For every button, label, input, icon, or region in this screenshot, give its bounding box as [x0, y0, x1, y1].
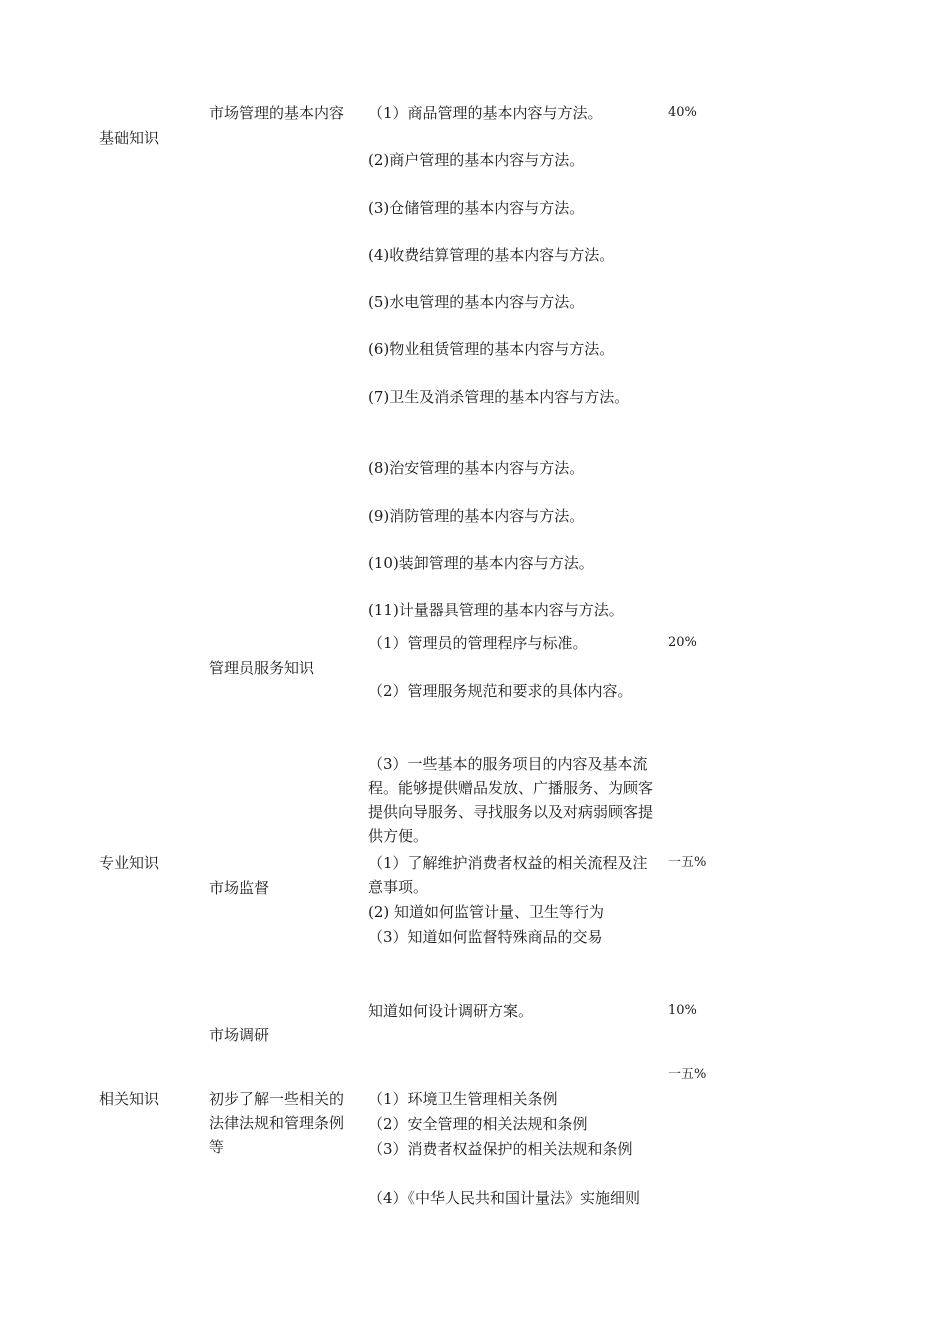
- list-item: （3）知道如何监督特殊商品的交易: [368, 928, 603, 946]
- list-item: (7)卫生及消杀管理的基本内容与方法。: [368, 388, 630, 406]
- topic-laws-regulations: 初步了解一些相关的法律法规和管理条例等: [209, 1090, 345, 1156]
- list-item: (10)装卸管理的基本内容与方法。: [368, 554, 594, 572]
- weight-value: 10%: [668, 1003, 697, 1018]
- list-item: （2）管理服务规范和要求的具体内容。: [368, 682, 633, 700]
- topic-market-supervision: 市场监督: [209, 879, 270, 897]
- list-item: (9)消防管理的基本内容与方法。: [368, 507, 585, 525]
- category-basic: 基础知识: [99, 129, 160, 147]
- list-item: （2）安全管理的相关法规和条例: [368, 1115, 588, 1133]
- category-related: 相关知识: [99, 1090, 160, 1108]
- list-item: 知道如何设计调研方案。: [368, 1002, 534, 1020]
- list-item: (4)收费结算管理的基本内容与方法。: [368, 246, 615, 264]
- list-item: （1）环境卫生管理相关条例: [368, 1090, 558, 1108]
- list-item: (3)仓储管理的基本内容与方法。: [368, 199, 585, 217]
- list-item: （1）商品管理的基本内容与方法。: [368, 104, 603, 122]
- weight-value: 一五%: [668, 855, 707, 870]
- weight-value: 20%: [668, 635, 697, 650]
- list-item: （4）《中华人民共和国计量法》实施细则: [368, 1189, 641, 1207]
- weight-value: 一五%: [668, 1067, 707, 1082]
- category-professional: 专业知识: [99, 854, 160, 872]
- weight-value: 40%: [668, 105, 697, 120]
- topic-service-knowledge: 管理员服务知识: [209, 659, 315, 677]
- list-item: (5)水电管理的基本内容与方法。: [368, 293, 585, 311]
- list-item: (6)物业租赁管理的基本内容与方法。: [368, 340, 615, 358]
- list-item: (2) 知道如何监管计量、卫生等行为: [368, 903, 605, 921]
- list-item: (8)治安管理的基本内容与方法。: [368, 459, 585, 477]
- list-item: （1）管理员的管理程序与标准。: [368, 634, 588, 652]
- topic-market-research: 市场调研: [209, 1026, 270, 1044]
- list-item: (2)商户管理的基本内容与方法。: [368, 151, 585, 169]
- list-item: （3）消费者权益保护的相关法规和条例: [368, 1140, 633, 1158]
- list-item: （3）一些基本的服务项目的内容及基本流程。能够提供赠品发放、广播服务、为顾客提供向导服务、寻找服务以及对病弱顾客提供方便。: [368, 755, 654, 845]
- topic-market-management: 市场管理的基本内容: [209, 104, 345, 122]
- list-item: （1）了解维护消费者权益的相关流程及注意事项。: [368, 854, 648, 896]
- list-item: (11)计量器具管理的基本内容与方法。: [368, 601, 624, 619]
